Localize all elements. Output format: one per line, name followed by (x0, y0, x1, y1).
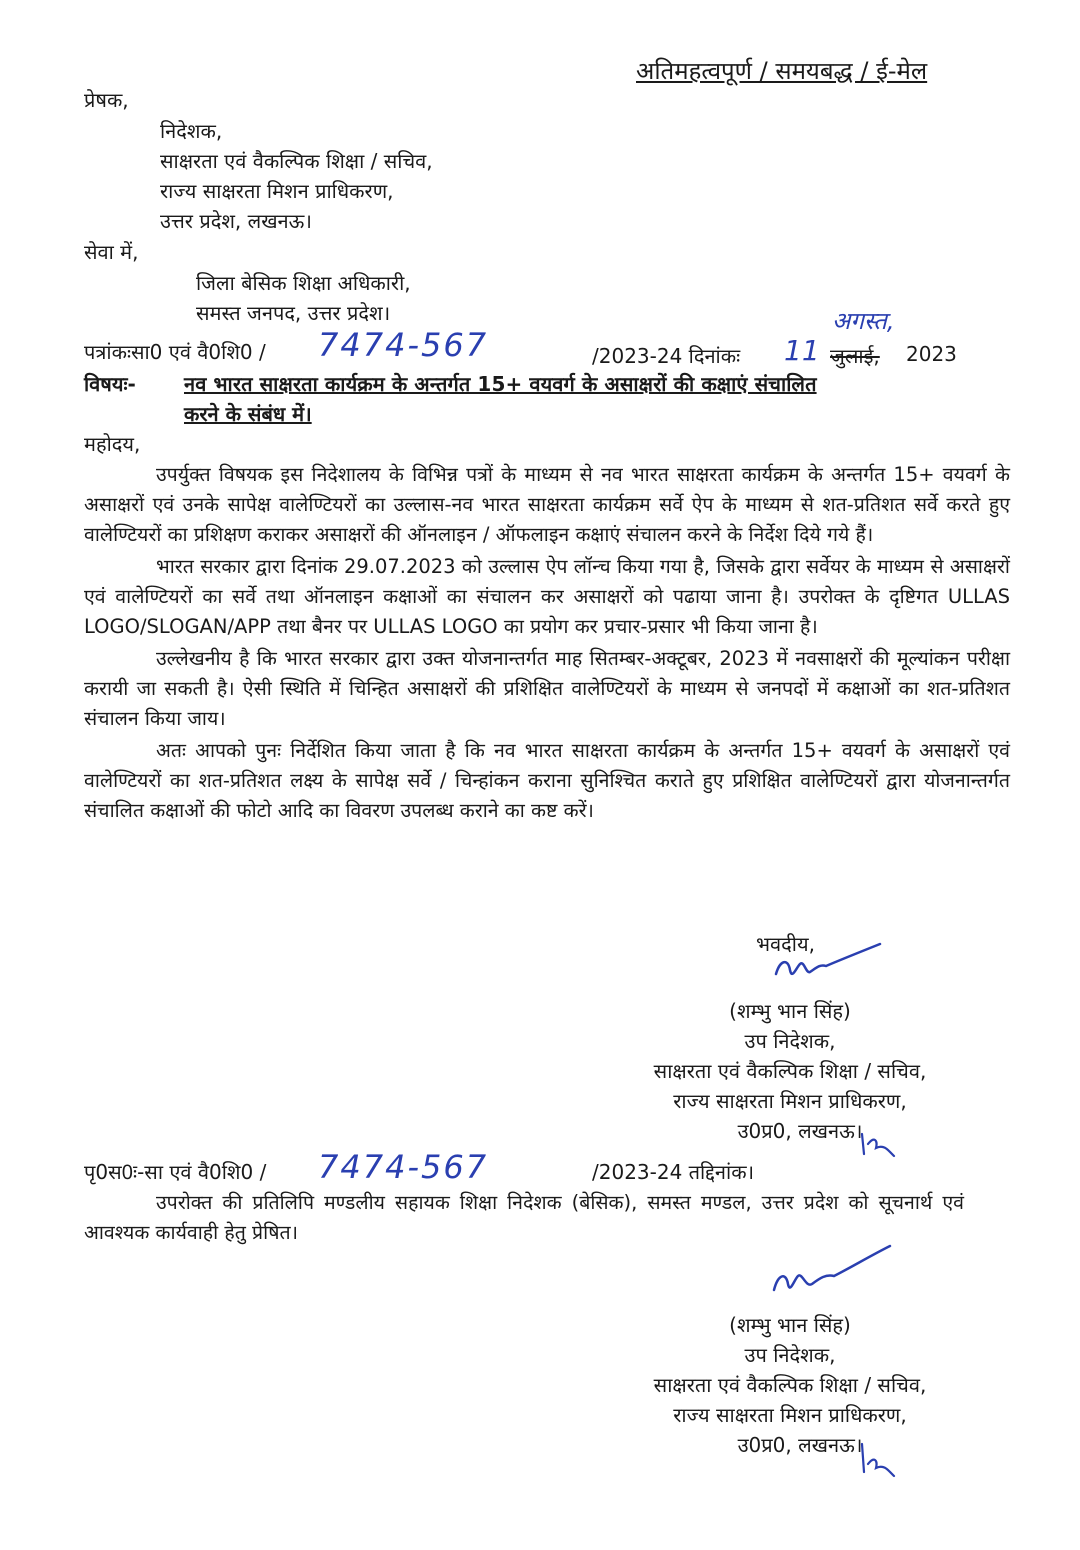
endorsement-body (84, 1188, 964, 1250)
subject-line-2: करने के संबंध में। (184, 402, 312, 426)
sender-line: राज्य साक्षरता मिशन प्राधिकरण, (160, 179, 394, 203)
initials-1-image (858, 1126, 898, 1162)
recipient-block (196, 268, 411, 328)
sender-line: निदेशक, (160, 119, 223, 143)
endorsement-prefix: पृ0स0ः-सा एवं वै0शि0 / (84, 1160, 267, 1184)
closing: भवदीय, (756, 932, 815, 956)
initials-2-image (856, 1440, 900, 1484)
body-paragraph: उपर्युक्त विषयक इस निदेशालय के विभिन्न पत्रों के माध्यम से नव भारत साक्षरता कार्यक्रम के अन्तर्गत 15+ वयवर्ग के असाक्षरों एवं उनके सापेक्ष वालेण्टियरों का उल्लास-नव भारत साक्षरता कार्यक्रम सर्वे ऐप के माध्यम से शत-प्रतिशत सर्वे करते हुए वालेण्टियरों का प्रशिक्षण कराकर असाक्षरों की ऑनलाइन / ऑफलाइन कक्षाएं संचालन करने के निर्देश दिये गये हैं। (84, 463, 1010, 546)
body-paragraph: उल्लेखनीय है कि भारत सरकार द्वारा उक्त योजनान्तर्गत माह सितम्बर-अक्टूबर, 2023 में नवसाक्षरों की मूल्यांकन परीक्षा करायी जा सकती है। ऐसी स्थिति में चिन्हित असाक्षरों की प्रशिक्षित वालेण्टियरों के माध्यम से जनपदों में कक्षाओं का शत-प्रतिशत संचालन किया जाय। (84, 647, 1010, 730)
sender-label: प्रेषक, (84, 88, 129, 112)
salutation: महोदय, (84, 432, 141, 456)
sender-line: उत्तर प्रदेश, लखनऊ। (160, 209, 312, 233)
signatory-name: (शम्भु भान सिंह) (729, 999, 851, 1023)
signature-1-image (770, 940, 890, 990)
endorsement-number-handwritten: 7474-567 (318, 1148, 489, 1186)
recipient-line: जिला बेसिक शिक्षा अधिकारी, (196, 271, 411, 295)
signature-2-image (766, 1244, 896, 1304)
month-struck: जुलाई, (830, 344, 880, 368)
priority-tag: अतिमहत्वपूर्ण / समयबद्ध / ई-मेल (636, 57, 928, 85)
signatory-designation: उप निदेशक, (744, 1343, 836, 1367)
recipient-line: समस्त जनपद, उत्तर प्रदेश। (196, 301, 391, 325)
signatory-dept: साक्षरता एवं वैकल्पिक शिक्षा / सचिव, (653, 1059, 927, 1083)
reference-year: /2023-24 दिनांकः (592, 344, 741, 368)
signatory-place: उ0प्र0, लखनऊ। (737, 1433, 863, 1457)
body-paragraph: भारत सरकार द्वारा दिनांक 29.07.2023 को उल्लास ऐप लॉन्च किया गया है, जिसके द्वारा सर्वेयर के माध्यम से असाक्षरों एवं वालेण्टियरों का सर्वे तथा ऑनलाइन कक्षाओं का संचालन कर असाक्षरों को पढाया जाना है। उपरोक्त के दृष्टिगत ULLAS LOGO/SLOGAN/APP तथा बैनर पर ULLAS LOGO का प्रयोग कर प्रचार-प्रसार भी किया जाना है। (84, 555, 1010, 638)
reference-prefix: पत्रांकःसा0 एवं वै0शि0 / (84, 340, 266, 364)
sender-block (160, 116, 433, 236)
endorsement-suffix: /2023-24 तद्दिनांक। (592, 1160, 755, 1184)
endorsement-text: उपरोक्त की प्रतिलिपि मण्डलीय सहायक शिक्षा निदेशक (बेसिक), समस्त मण्डल, उत्तर प्रदेश को सूचनार्थ एवं आवश्यक कार्यवाही हेतु प्रेषित। (84, 1191, 964, 1244)
day-handwritten: 11 (784, 334, 820, 367)
body (84, 460, 1010, 828)
signatory-name: (शम्भु भान सिंह) (729, 1313, 851, 1337)
subject-label: विषयः- (84, 372, 136, 396)
signatory-designation: उप निदेशक, (744, 1029, 836, 1053)
signatory-org: राज्य साक्षरता मिशन प्राधिकरण, (673, 1403, 907, 1427)
signature-1-block (600, 996, 980, 1146)
reference-number-handwritten: 7474-567 (318, 326, 489, 364)
recipient-label: सेवा में, (84, 240, 139, 264)
signatory-org: राज्य साक्षरता मिशन प्राधिकरण, (673, 1089, 907, 1113)
subject-line-1: नव भारत साक्षरता कार्यक्रम के अन्तर्गत 15+ वयवर्ग के असाक्षरों की कक्षाएं संचालित (184, 372, 817, 396)
signatory-dept: साक्षरता एवं वैकल्पिक शिक्षा / सचिव, (653, 1373, 927, 1397)
reference-year-end: 2023 (906, 342, 957, 366)
signatory-place: उ0प्र0, लखनऊ। (737, 1119, 863, 1143)
signature-2-block (600, 1310, 980, 1460)
month-handwritten: अगस्त, (832, 307, 895, 335)
sender-line: साक्षरता एवं वैकल्पिक शिक्षा / सचिव, (160, 149, 433, 173)
body-paragraph: अतः आपको पुनः निर्देशित किया जाता है कि नव भारत साक्षरता कार्यक्रम के अन्तर्गत 15+ वयवर्ग के असाक्षरों एवं वालेण्टियरों का शत-प्रतिशत लक्ष्य के सापेक्ष सर्वे / चिन्हांकन कराना सुनिश्चित कराते हुए प्रशिक्षित वालेण्टियरों द्वारा योजनान्तर्गत संचालित कक्षाओं की फोटो आदि का विवरण उपलब्ध कराने का कष्ट करें। (84, 739, 1010, 822)
